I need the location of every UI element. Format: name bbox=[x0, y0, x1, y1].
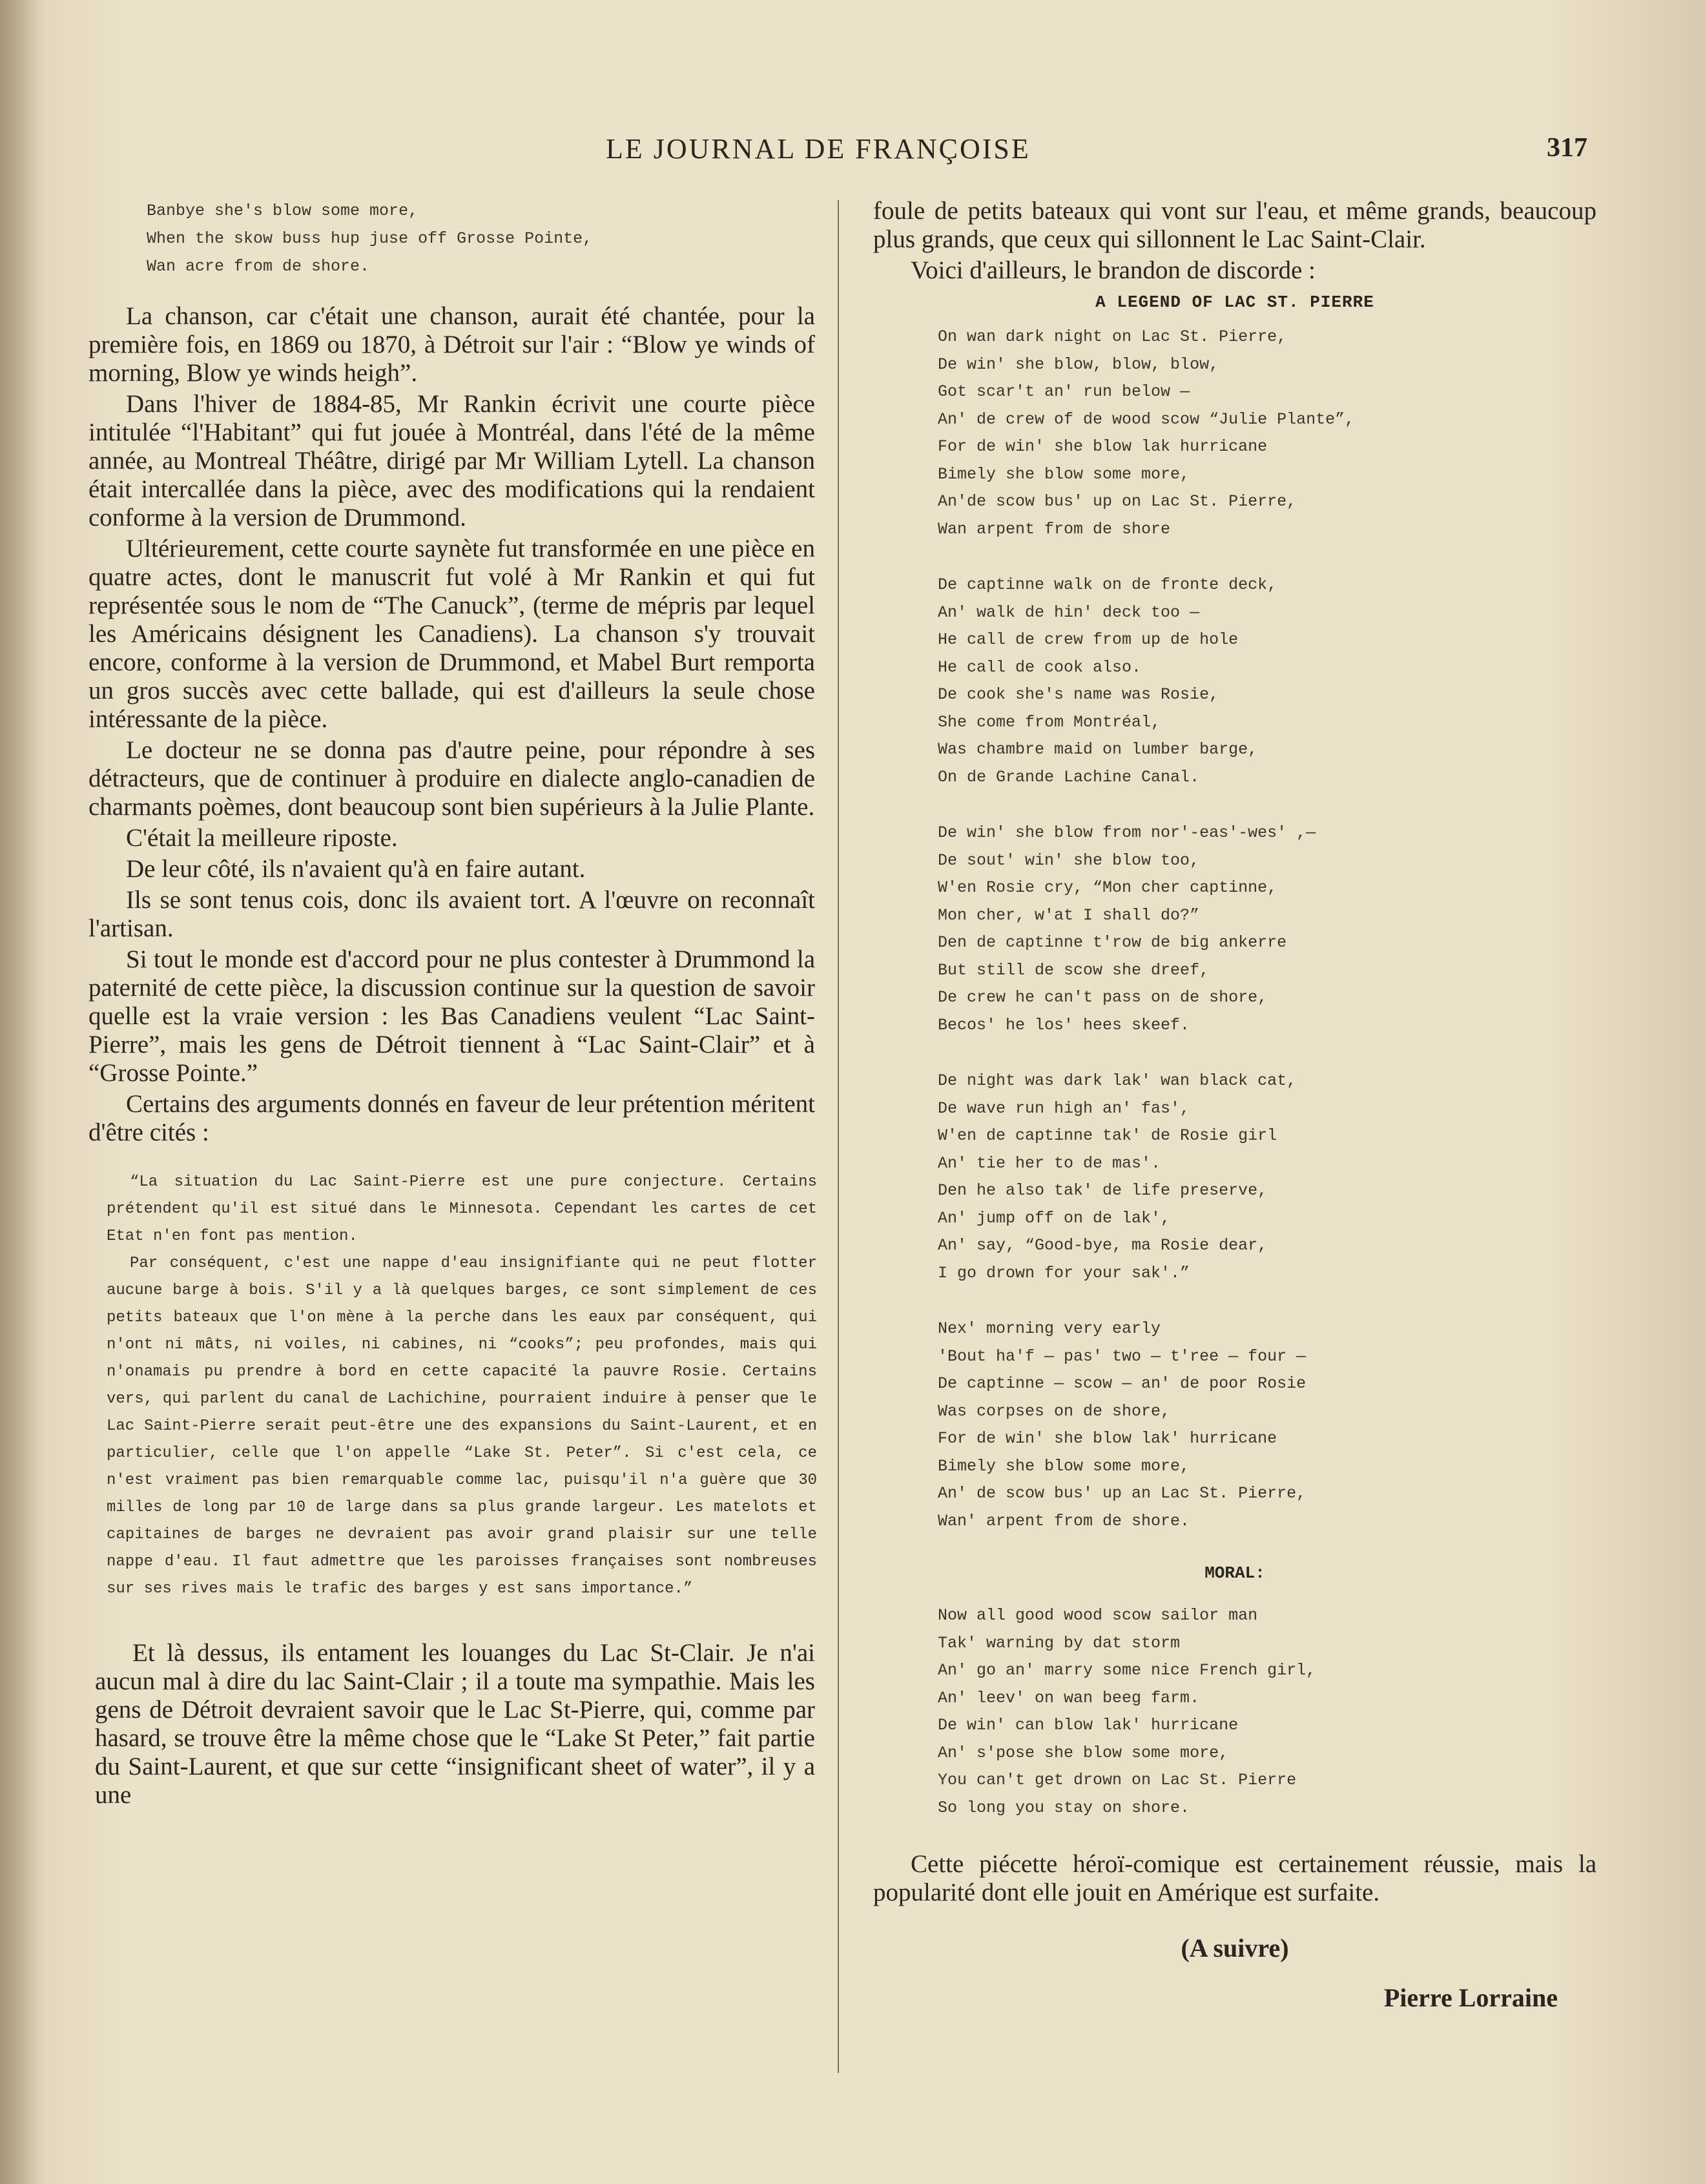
verse-line: De sout' win' she blow too, bbox=[938, 850, 1200, 870]
binding-shadow bbox=[0, 0, 45, 2184]
verse-line: I go drown for your sak'.” bbox=[938, 1263, 1190, 1283]
verse-line: Was chambre maid on lumber barge, bbox=[938, 740, 1258, 759]
verse-line: An' de scow bus' up an Lac St. Pierre, bbox=[938, 1484, 1307, 1503]
quote-paragraph: Par conséquent, c'est une nappe d'eau insignifiante qui ne peut flotter aucune barge à bois. S'il y a là quelques barges, ce sont simplement de ces petits bateaux que l'on mène à la perche dans les eaux par conséquent, qui n'ont ni mâts, ni voiles, ni cabines, ni “cooks”; peu profondes, mais qui n'onamais pu prendre à bord en cette capacité la pauvre Rosie. Certains vers, qui parlent du canal de Lachichine, pourraient induire à penser que le Lac Saint-Pierre serait peut-être une des expansions du Saint-Laurent, et en particulier, celle que l'on appelle “Lake St. Peter”. Si c'est cela, ce n'est vraiment pas bien remarquable comme lac, puisqu'il n'a guère que 30 milles de long par 10 de large dans sa plus grande largeur. Les matelots et capitaines de barges ne devraient pas avoir grand plaisir sur une telle nappe d'eau. Il faut admettre que les paroisses françaises sont nombreuses sur ses rives mais le trafic des barges y est sans importance.” bbox=[107, 1255, 817, 1598]
page-number: 317 bbox=[1547, 133, 1587, 163]
verse-line: W'en de captinne tak' de Rosie girl bbox=[938, 1126, 1277, 1145]
poem-title: A LEGEND OF LAC ST. PIERRE bbox=[1095, 293, 1374, 312]
verse-line: De crew he can't pass on de shore, bbox=[938, 988, 1268, 1007]
verse-line: De captinne walk on de fronte deck, bbox=[938, 575, 1277, 594]
verse-line: When the skow buss hup juse off Grosse Pointe, bbox=[147, 229, 593, 248]
quote-paragraph: “La situation du Lac Saint-Pierre est une pure conjecture. Certains prétendent qu'il est situé dans le Minnesota. Cependant les cartes de cet Etat n'en font pas mention. bbox=[107, 1173, 817, 1245]
verse-line: Wan acre from de shore. bbox=[147, 257, 370, 276]
paragraph: La chanson, car c'était une chanson, aurait été chantée, pour la première fois, en 1869 ou 1870, à Détroit sur l'air : “Blow ye winds of morning, Blow ye winds heigh”. bbox=[88, 302, 815, 387]
verse-line: An' go an' marry some nice French girl, bbox=[938, 1661, 1316, 1680]
paragraph: Certains des arguments donnés en faveur de leur prétention méritent d'être cités : bbox=[88, 1090, 815, 1146]
column-divider bbox=[838, 200, 839, 2073]
verse-line: De win' can blow lak' hurricane bbox=[938, 1716, 1239, 1735]
paragraph: Ils se sont tenus cois, donc ils avaient tort. A l'œuvre on reconnaît l'artisan. bbox=[88, 886, 815, 942]
verse-intro bbox=[147, 197, 815, 280]
verse-line: De win' she blow, blow, blow, bbox=[938, 355, 1219, 374]
verse-line: He call de cook also. bbox=[938, 657, 1142, 677]
stanza bbox=[938, 1067, 1596, 1287]
verse-line: Bimely she blow some more, bbox=[938, 464, 1190, 484]
verse-line: So long you stay on shore. bbox=[938, 1798, 1190, 1817]
verse-line: Bimely she blow some more, bbox=[938, 1456, 1190, 1476]
verse-line: De wave run high an' fas', bbox=[938, 1098, 1190, 1118]
left-column bbox=[88, 197, 815, 1809]
paragraph: Ultérieurement, cette courte saynète fut transformée en une pièce en quatre actes, dont le manuscrit fut volé à Mr Rankin et qui fut représentée sous le nom de “The Canuck”, (terme de mépris par lequel les Américains désignent les Canadiens). La chanson s'y trouvait encore, conforme à la version de Drummond, et Mabel Burt remporta un gros succès avec cette ballade, qui est d'ailleurs la seule chose intéressante de la pièce. bbox=[88, 535, 815, 733]
paragraph: Cette piécette héroï-comique est certainement réussie, mais la popularité dont elle jouit en Amérique est surfaite. bbox=[873, 1850, 1596, 1906]
article-body bbox=[88, 302, 815, 1147]
verse-line: An' de crew of de wood scow “Julie Plante”, bbox=[938, 409, 1355, 429]
verse-line: Got scar't an' run below — bbox=[938, 382, 1190, 401]
stanza bbox=[938, 572, 1596, 791]
journal-title: LE JOURNAL DE FRANÇOISE bbox=[606, 133, 1031, 165]
verse-line: An' walk de hin' deck too — bbox=[938, 603, 1200, 622]
verse-line: An' s'pose she blow some more, bbox=[938, 1743, 1229, 1762]
verse-line: For de win' she blow lak' hurricane bbox=[938, 1429, 1277, 1448]
verse-line: Wan arpent from de shore bbox=[938, 519, 1171, 539]
paragraph: foule de petits bateaux qui vont sur l'eau, et même grands, beaucoup plus grands, que ceux qui sillonnent le Lac Saint-Clair. bbox=[873, 197, 1596, 253]
author-signature: Pierre Lorraine bbox=[1383, 1983, 1558, 2012]
verse-line: 'Bout ha'f — pas' two — t'ree — four — bbox=[938, 1346, 1307, 1366]
verse-line: Mon cher, w'at I shall do?” bbox=[938, 905, 1200, 925]
verse-line: De night was dark lak' wan black cat, bbox=[938, 1071, 1297, 1090]
stanza bbox=[938, 819, 1596, 1039]
verse-line: W'en Rosie cry, “Mon cher captinne, bbox=[938, 878, 1277, 897]
verse-line: Was corpses on de shore, bbox=[938, 1401, 1171, 1421]
running-header bbox=[0, 132, 1705, 178]
stanza bbox=[938, 324, 1596, 543]
verse-line: Banbye she's blow some more, bbox=[147, 201, 418, 220]
verse-line: An' tie her to de mas'. bbox=[938, 1153, 1161, 1173]
verse-line: He call de crew from up de hole bbox=[938, 630, 1239, 649]
verse-line: You can't get drown on Lac St. Pierre bbox=[938, 1771, 1297, 1789]
block-quote bbox=[107, 1169, 817, 1603]
verse-line: Tak' warning by dat storm bbox=[938, 1633, 1181, 1653]
verse-line: An'de scow bus' up on Lac St. Pierre, bbox=[938, 492, 1297, 511]
verse-line: Now all good wood scow sailor man bbox=[938, 1606, 1258, 1625]
paragraph: Voici d'ailleurs, le brandon de discorde : bbox=[911, 256, 1316, 284]
article-body-continued bbox=[88, 1639, 815, 1809]
verse-line: But still de scow she dreef, bbox=[938, 960, 1210, 980]
verse-line: She come from Montréal, bbox=[938, 712, 1161, 732]
to-be-continued: (A suivre) bbox=[1181, 1933, 1289, 1963]
paragraph: Dans l'hiver de 1884-85, Mr Rankin écrivit une courte pièce intitulée “l'Habitant” qui fut jouée à Montréal, dans l'été de la même année, au Montreal Théâtre, dirigé par Mr William Lytell. La chanson était intercallée dans la pièce, avec des modifications qui la rendaient conforme à la version de Drummond. bbox=[88, 390, 815, 531]
verse-line: De win' she blow from nor'-eas'-wes' ,— bbox=[938, 823, 1316, 842]
verse-line: Becos' he los' hees skeef. bbox=[938, 1015, 1190, 1035]
verse-line: On de Grande Lachine Canal. bbox=[938, 767, 1200, 787]
right-column bbox=[873, 197, 1596, 2013]
stanza bbox=[938, 1315, 1596, 1535]
paragraph: Et là dessus, ils entament les louanges du Lac St-Clair. Je n'ai aucun mal à dire du lac Saint-Clair ; il a toute ma sympathie. Mais les gens de Détroit devraient savoir que le Lac St-Pierre, qui, comme par hasard, se trouve être la même chose que le “Lake St Peter,” fait partie du Saint-Laurent, et que sur cette “insignificant sheet of water”, il y a une bbox=[95, 1639, 815, 1809]
closing-remark bbox=[873, 1850, 1596, 1907]
paragraph: Le docteur ne se donna pas d'autre peine, pour répondre à ses détracteurs, que de continuer à produire en dialecte anglo-canadien de charmants poèmes, dont beaucoup sont bien supérieurs à la Julie Plante. bbox=[88, 736, 815, 821]
moral-title: MORAL: bbox=[1204, 1563, 1265, 1583]
verse-line: Wan' arpent from de shore. bbox=[938, 1511, 1190, 1530]
paragraph: C'était la meilleure riposte. bbox=[126, 824, 398, 852]
continued-text bbox=[873, 197, 1596, 285]
moral-stanza bbox=[938, 1602, 1596, 1822]
verse-line: Den he also tak' de life preserve, bbox=[938, 1181, 1268, 1200]
verse-line: An' leev' on wan beeg farm. bbox=[938, 1688, 1200, 1707]
verse-line: An' say, “Good-bye, ma Rosie dear, bbox=[938, 1236, 1268, 1255]
verse-line: On wan dark night on Lac St. Pierre, bbox=[938, 327, 1287, 346]
verse-line: Nex' morning very early bbox=[938, 1319, 1161, 1338]
verse-line: De captinne — scow — an' de poor Rosie bbox=[938, 1374, 1307, 1393]
verse-line: An' jump off on de lak', bbox=[938, 1208, 1171, 1228]
verse-line: De cook she's name was Rosie, bbox=[938, 685, 1219, 704]
paragraph: De leur côté, ils n'avaient qu'à en faire autant. bbox=[126, 855, 586, 883]
verse-line: For de win' she blow lak hurricane bbox=[938, 437, 1268, 456]
verse-line: Den de captinne t'row de big ankerre bbox=[938, 933, 1287, 952]
paragraph: Si tout le monde est d'accord pour ne plus contester à Drummond la paternité de cette pièce, la discussion continue sur la question de savoir quelle est la vraie version : les Bas Canadiens veulent “Lac Saint-Pierre”, mais les gens de Détroit tiennent à “Lac Saint-Clair” et à “Grosse Pointe.” bbox=[88, 945, 815, 1087]
